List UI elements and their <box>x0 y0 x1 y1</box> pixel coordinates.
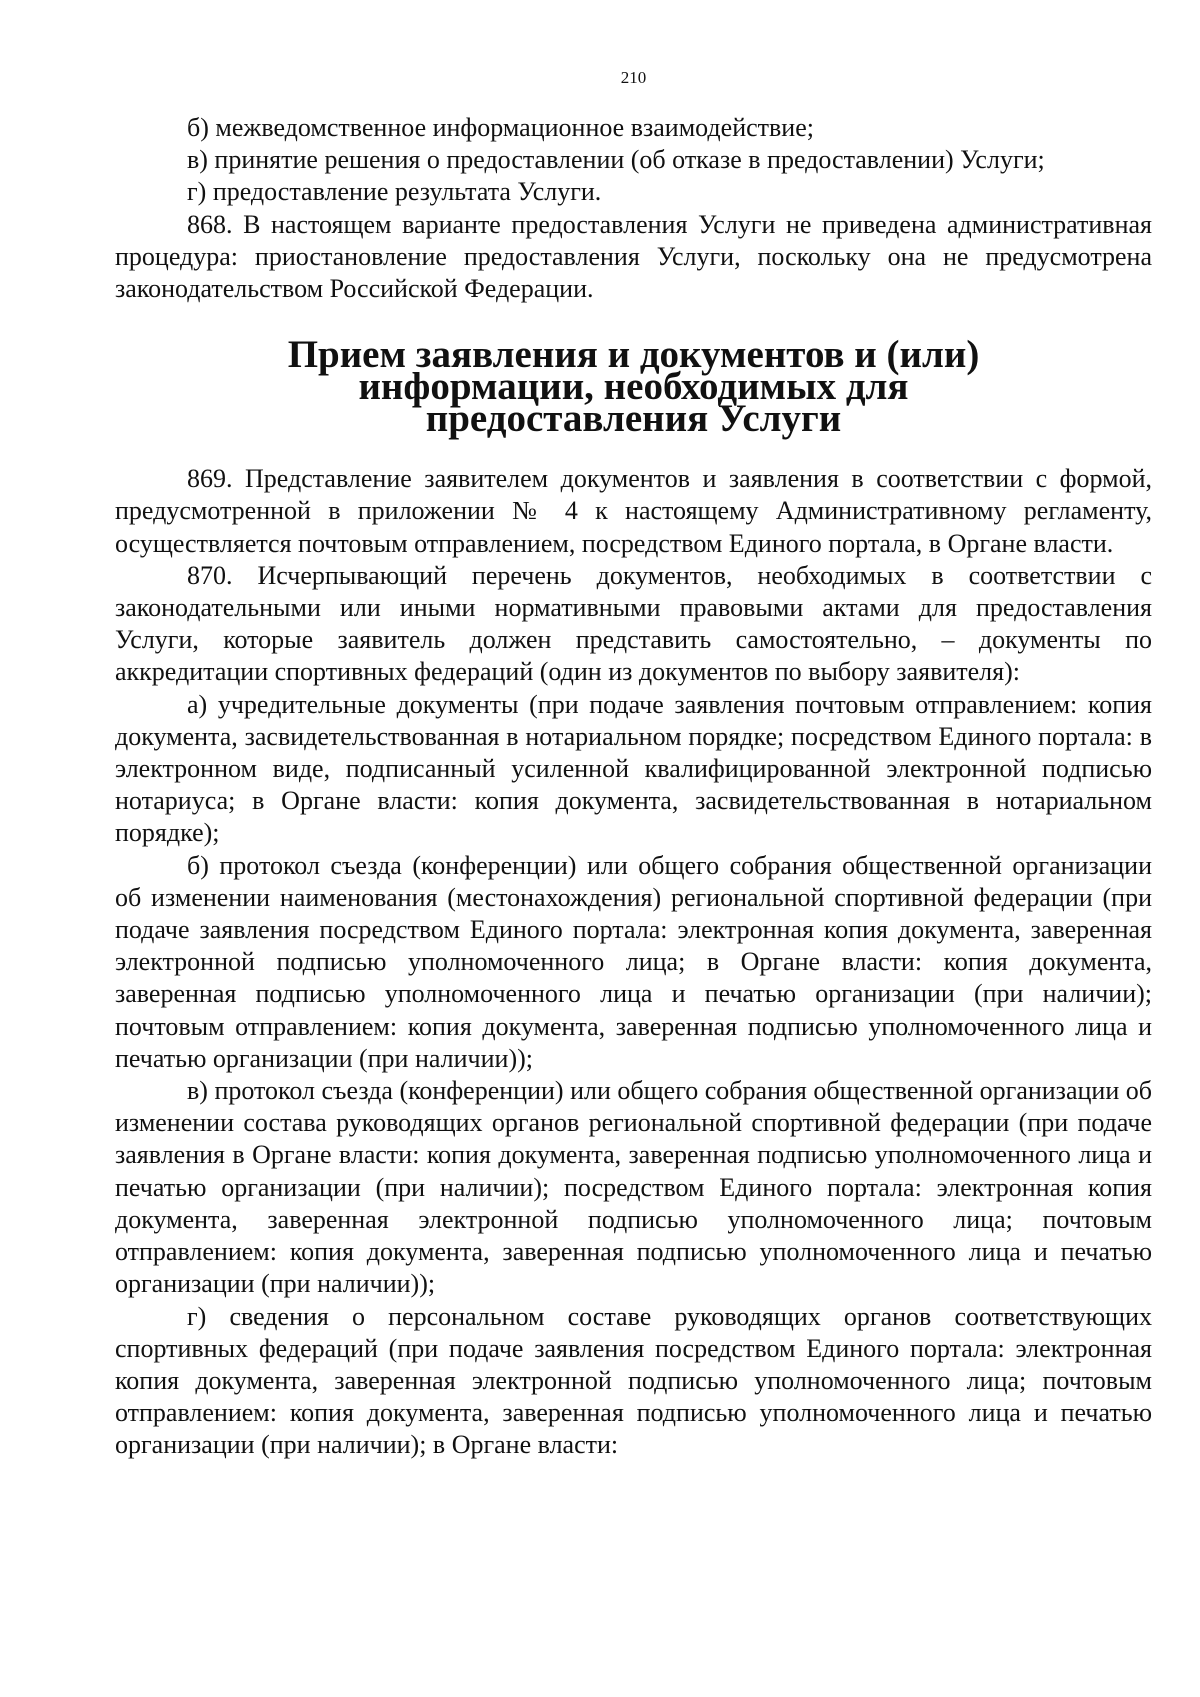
subitem-a: а) учредительные документы (при подаче заявления почтовым отправлением: копия документа, засвидетельствованная в нотариальном порядке; посредством Единого портала: в электронном виде, подписанный усиленной квалифицированной электронной подписью нотариуса; в Органе власти: копия документа, засвидетельствованная в нотариальном порядке); <box>115 689 1152 848</box>
section-heading <box>175 333 1092 441</box>
subitem-b: б) протокол съезда (конференции) или общего собрания общественной организации об изменении наименования (местонахождения) региональной спортивной федерации (при подаче заявления посредством Единого портала: электронная копия документа, заверенная электронной подписью уполномоченного лица; в Органе власти: копия документа, заверенная подписью уполномоченного лица и печатью организации (при наличии); почтовым отправлением: копия документа, заверенная подписью уполномоченного лица и печатью организации (при наличии)); <box>115 850 1152 1073</box>
paragraph-870: 870. Исчерпывающий перечень документов, необходимых в соответствии с законодательными или иными нормативными правовыми актами для предоставления Услуги, которые заявитель должен представить самостоятельно, – документы по аккредитации спортивных федераций (один из документов по выбору заявителя): <box>115 560 1152 687</box>
paragraph-869: 869. Представление заявителем документов и заявления в соответствии с формой, предусмотренной в приложении № 4 к настоящему Административному регламенту, осуществляется почтовым отправлением, посредством Единого портала, в Органе власти. <box>115 464 1152 558</box>
subitem-v: в) протокол съезда (конференции) или общего собрания общественной организации об изменении состава руководящих органов региональной спортивной федерации (при подаче заявления в Органе власти: копия документа, заверенная подписью уполномоченного лица и печатью организации (при наличии); посредством Единого портала: электронная копия документа, заверенная электронной подписью уполномоченного лица; почтовым отправлением: копия документа, заверенная подписью уполномоченного лица и печатью организации (при наличии)); <box>115 1076 1152 1299</box>
page-number: 210 <box>620 68 647 87</box>
list-item-b: б) межведомственное информационное взаимодействие; <box>187 113 814 142</box>
subitem-g: г) сведения о персональном составе руководящих органов соответствующих спортивных федераций (при подаче заявления посредством Единого портала: электронная копия документа, заверенная электронной подписью уполномоченного лица; почтовым отправлением: копия документа, заверенная подписью уполномоченного лица и печатью организации (при наличии); в Органе власти: <box>115 1301 1152 1460</box>
list-item-g: г) предоставление результата Услуги. <box>187 177 602 207</box>
section-heading-line-1: Прием заявления и документов и (или) информации, необходимых для <box>287 333 980 409</box>
list-item-v: в) принятие решения о предоставлении (об отказе в предоставлении) Услуги; <box>187 145 1045 175</box>
section-heading-line-2: предоставления Услуги <box>425 397 842 441</box>
paragraph-868: 868. В настоящем варианте предоставления Услуги не приведена административная процедура: приостановление предоставления Услуги, поскольку она не предусмотрена законодательством Российской Федерации. <box>115 209 1152 304</box>
